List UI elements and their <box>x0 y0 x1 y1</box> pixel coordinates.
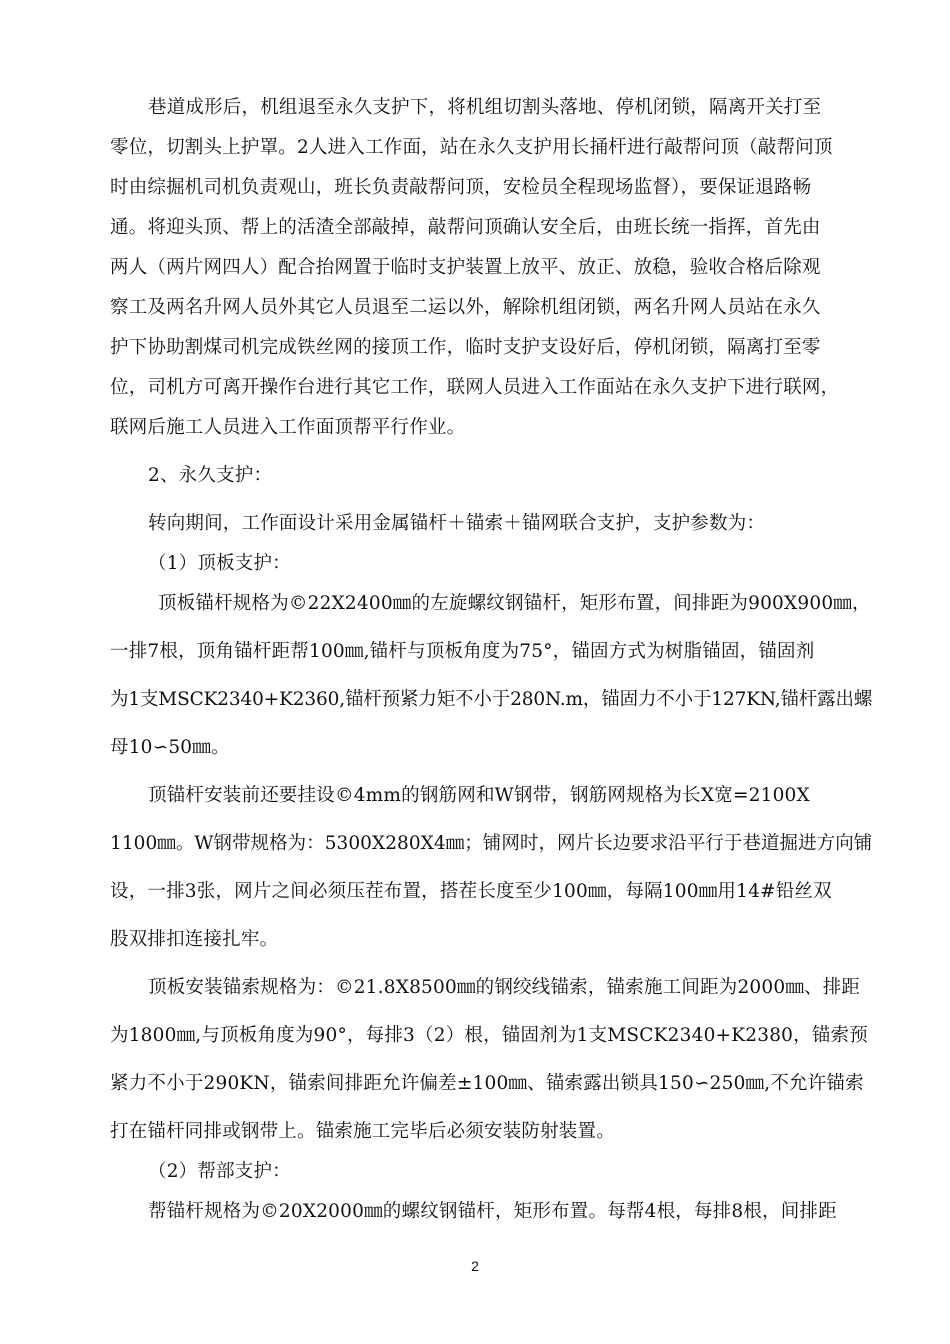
text-line: 通。将迎头顶、帮上的活渣全部敲掉，敲帮问顶确认安全后，由班长统一指挥，首先由 <box>110 217 821 238</box>
text-line: 两人（两片网四人）配合抬网置于临时支护装置上放平、放正、放稳，验收合格后除观 <box>110 257 821 278</box>
text-line: 巷道成形后，机组退至永久支护下，将机组切割头落地、停机闭锁，隔离开关打至 <box>148 97 822 118</box>
text-line: 设，一排3张，网片之间必须压茬布置，搭茬长度至少100㎜，每隔100㎜用14#铅丝双 <box>110 881 832 902</box>
text-line: 顶锚杆安装前还要挂设©4mm的钢筋网和W钢带，钢筋网规格为长X宽=2100X <box>148 785 810 806</box>
text-line: 顶板锚杆规格为©22X2400㎜的左旋螺纹钢锚杆，矩形布置，间排距为900X900㎜， <box>158 593 871 614</box>
text-line: （2）帮部支护： <box>148 1161 291 1182</box>
text-line: 母10∽50㎜。 <box>110 737 230 758</box>
text-line: 一排7根，顶角锚杆距帮100㎜,锚杆与顶板角度为75°，锚固方式为树脂锚固，锚固剂 <box>110 641 815 662</box>
text-line: 2、永久支护： <box>148 465 273 486</box>
text-line: 打在锚杆同排或钢带上。锚索施工完毕后必须安装防射装置。 <box>110 1121 615 1142</box>
text-line: 位，司机方可离开操作台进行其它工作，联网人员进入工作面站在永久支护下进行联网， <box>110 377 840 398</box>
text-line: 为1支MSCK2340+K2360,锚杆预紧力矩不小于280N.m，锚固力不小于127KN,锚杆露出螺 <box>110 689 873 710</box>
text-line: （1）顶板支护： <box>148 553 291 574</box>
text-line: 顶板安装锚索规格为：©21.8X8500㎜的钢绞线锚索，锚索施工间距为2000㎜、排距 <box>148 977 861 998</box>
text-line: 联网后施工人员进入工作面顶帮平行作业。 <box>110 417 466 438</box>
page-number: 2 <box>471 1258 479 1274</box>
text-line: 零位，切割头上护罩。2人进入工作面，站在永久支护用长捅杆进行敲帮问顶（敲帮问顶 <box>110 137 833 158</box>
text-line: 为1800㎜,与顶板角度为90°，每排3（2）根，锚固剂为1支MSCK2340+K2380，锚索预 <box>110 1025 868 1046</box>
text-line: 察工及两名升网人员外其它人员退至二运以外，解除机组闭锁，两名升网人员站在永久 <box>110 297 821 318</box>
text-line: 时由综掘机司机负责观山，班长负责敲帮问顶，安检员全程现场监督），要保证退路畅 <box>110 177 812 198</box>
text-line: 转向期间，工作面设计采用金属锚杆＋锚索＋锚网联合支护，支护参数为： <box>148 513 766 534</box>
text-line: 1100㎜。W钢带规格为：5300X280X4㎜；铺网时，网片长边要求沿平行于巷道掘进方向铺 <box>110 833 873 854</box>
text-line: 紧力不小于290KN，锚索间排距允许偏差±100㎜、锚索露出锁具150∽250㎜,不允许锚索 <box>110 1073 864 1094</box>
text-line: 股双排扣连接扎牢。 <box>110 929 279 950</box>
text-line: 帮锚杆规格为©20X2000㎜的螺纹钢锚杆，矩形布置。每帮4根，每排8根，间排距 <box>148 1201 837 1222</box>
text-line: 护下协助割煤司机完成铁丝网的接顶工作，临时支护支设好后，停机闭锁，隔离打至零 <box>110 337 821 358</box>
